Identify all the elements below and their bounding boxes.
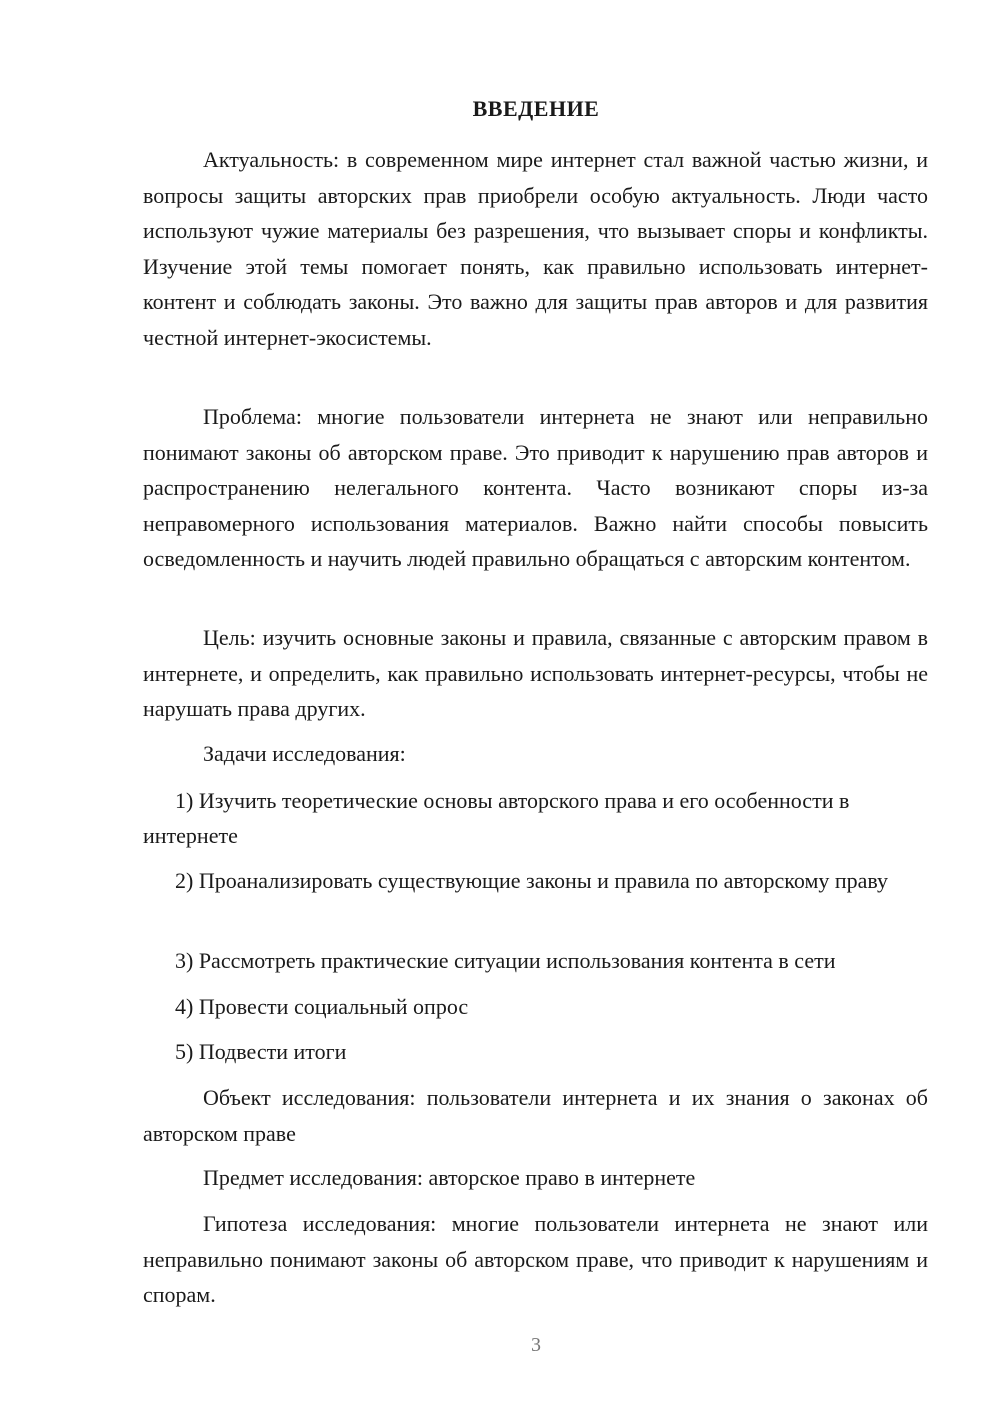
paragraph-hypothesis: Гипотеза исследования: многие пользователи интернета не знают или неправильно понимают законы об авторском праве, что приводит к нарушениям и спорам.	[143, 1211, 928, 1307]
paragraph-goal: Цель: изучить основные законы и правила, связанные с авторским правом в интернете, и определить, как правильно использовать интернет-ресурсы, чтобы не нарушать права других.	[143, 625, 928, 721]
task-item-1: 1) Изучить теоретические основы авторского права и его особенности в интернете	[143, 788, 850, 848]
paragraph-relevance: Актуальность: в современном мире интернет стал важной частью жизни, и вопросы защиты авторских прав приобрели особую актуальность. Люди часто используют чужие материалы без разрешения, что вызывает споры и конфликты. Изучение этой темы помогает понять, как правильно использовать интернет-контент и соблюдать законы. Это важно для защиты прав авторов и для развития честной интернет-экосистемы.	[143, 147, 928, 350]
page-number: 3	[531, 1334, 541, 1356]
task-item-4: 4) Провести социальный опрос	[175, 994, 469, 1019]
task-item-5: 5) Подвести итоги	[175, 1039, 347, 1064]
tasks-heading: Задачи исследования:	[203, 741, 406, 766]
task-item-3: 3) Рассмотреть практические ситуации использования контента в сети	[175, 948, 836, 973]
paragraph-subject: Предмет исследования: авторское право в интернете	[203, 1165, 696, 1190]
paragraph-object: Объект исследования: пользователи интернета и их знания о законах об авторском праве	[143, 1085, 928, 1146]
task-item-2: 2) Проанализировать существующие законы и правила по авторскому праву	[175, 868, 889, 893]
paragraph-problem: Проблема: многие пользователи интернета не знают или неправильно понимают законы об авторском праве. Это приводит к нарушению прав авторов и распространению нелегального контента. Часто возникают споры из-за неправомерного использования материалов. Важно найти способы повысить осведомленность и научить людей правильно обращаться с авторским контентом.	[143, 404, 928, 571]
section-title: ВВЕДЕНИЕ	[472, 96, 600, 121]
